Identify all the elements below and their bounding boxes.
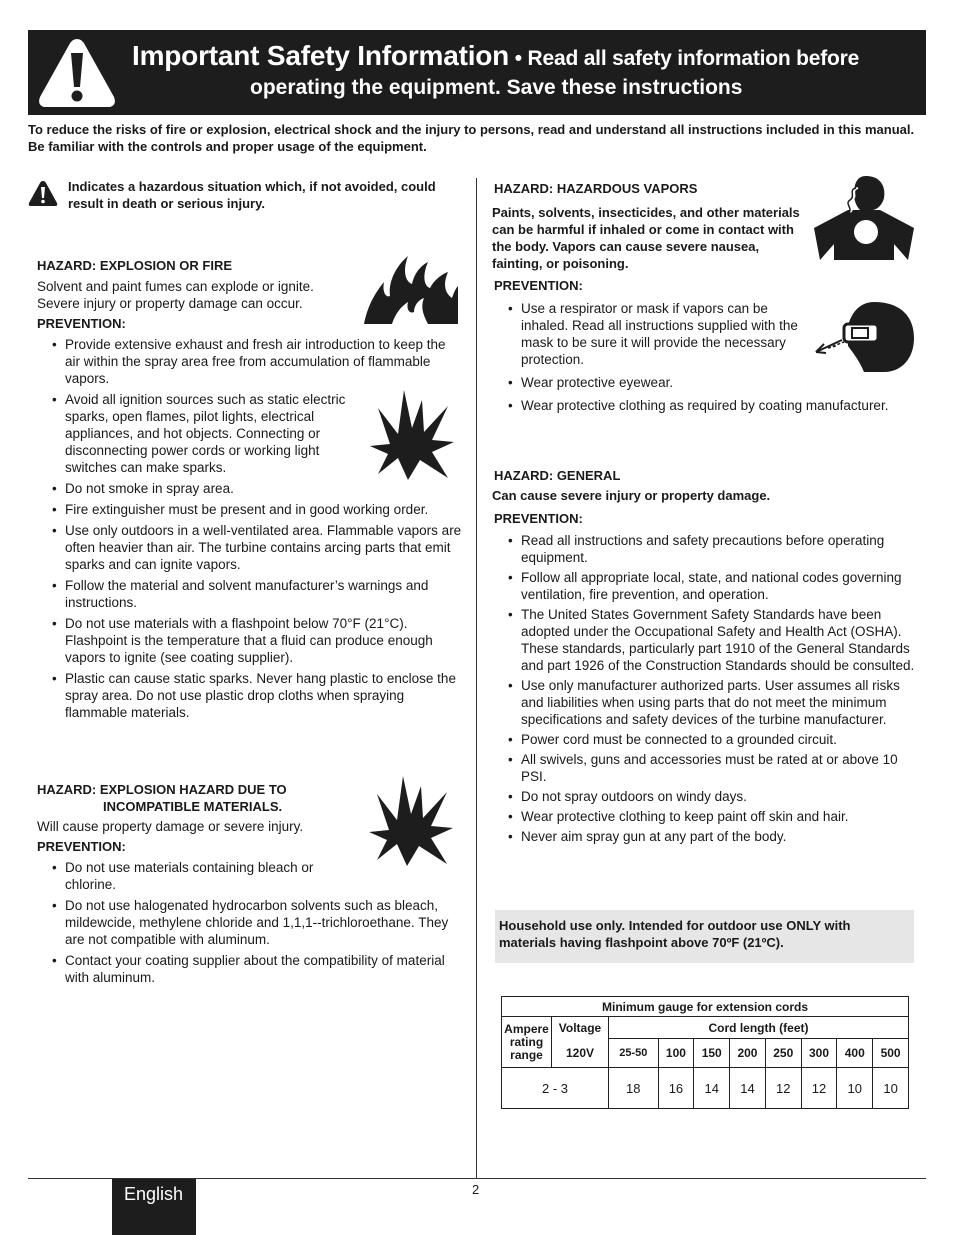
length-cell: 250 (765, 1039, 801, 1068)
list-item: • Wear protective clothing to keep paint off skin and hair. (508, 808, 918, 825)
list-item: • Do not use halogenated hydrocarbon solvents such as bleach, mildewcide, methylene chloride and 1,1,1--trichloroethane. They are not compatible with aluminum. (52, 897, 464, 948)
gauge-cell: 16 (658, 1068, 694, 1109)
list-item: • All swivels, guns and accessories must be rated at or above 10 PSI. (508, 751, 918, 785)
vapors-hazard-heading: HAZARD: HAZARDOUS VAPORS (494, 181, 698, 196)
length-cell: 150 (694, 1039, 730, 1068)
list-item: • Power cord must be connected to a grounded circuit. (508, 731, 918, 748)
banner-subtitle: operating the equipment. Save these instructions (250, 76, 743, 99)
list-item: • Never aim spray gun at any part of the body. (508, 828, 918, 845)
cord-length-header: Cord length (feet) (609, 1017, 909, 1039)
gauge-cell: 14 (730, 1068, 766, 1109)
list-item: • Follow all appropriate local, state, and national codes governing ventilation, fire prevention, and operation. (508, 569, 918, 603)
vapors-prevention-list (508, 300, 918, 414)
list-item: • Do not spray outdoors on windy days. (508, 788, 918, 805)
list-item: • Wear protective clothing as required by coating manufacturer. (508, 397, 918, 414)
voltage-value: 120V (552, 1039, 609, 1068)
length-cell: 100 (658, 1039, 694, 1068)
length-cell: 200 (730, 1039, 766, 1068)
page-number: 2 (472, 1182, 480, 1197)
warning-triangle-icon (28, 180, 58, 207)
list-item: • Use a respirator or mask if vapors can be inhaled. Read all instructions supplied with the mask to be sure it will provide the necessary protection. (508, 300, 818, 368)
fire-prevention-label: PREVENTION: (37, 316, 126, 331)
page-title: Important Safety Information • Read all safety information before (132, 40, 860, 71)
list-item: • Avoid all ignition sources such as static electric sparks, open flames, pilot lights, electrical appliances, and hot objects. Connecting or disconnecting power cords or working light switches can make sparks. (52, 391, 352, 476)
incompat-hazard-description: Will cause property damage or severe injury. (37, 819, 304, 834)
vapors-prevention-label: PREVENTION: (494, 278, 583, 293)
general-hazard-description: Can cause severe injury or property damage. (492, 488, 771, 503)
gauge-cell: 10 (873, 1068, 909, 1109)
ampere-range: 2 - 3 (502, 1068, 609, 1109)
voltage-header: Voltage (552, 1017, 609, 1039)
table-title: Minimum gauge for extension cords (502, 997, 909, 1017)
warning-legend-text: Indicates a hazardous situation which, if not avoided, could result in death or serious injury. (68, 179, 436, 211)
list-item: • The United States Government Safety Standards have been adopted under the Occupational Safety and Health Act (OSHA). These standards, particularly part 1910 of the General Standards and part 1926 of the Construction Standards should be consulted. (508, 606, 918, 674)
vapors-hazard-description: Paints, solvents, insecticides, and other materials can be harmful if inhaled or come in contact with the body. Vapors can cause severe nausea, fainting, or poisoning. (492, 205, 800, 271)
length-cell: 300 (801, 1039, 837, 1068)
gauge-cell: 12 (765, 1068, 801, 1109)
list-item: • Follow the material and solvent manufacturer’s warnings and instructions. (52, 577, 464, 611)
list-item: • Provide extensive exhaust and fresh air introduction to keep the air within the spray area free from accumulation of flammable vapors. (52, 336, 452, 387)
list-item: • Use only manufacturer authorized parts. User assumes all risks and liabilities when using parts that do not meet the minimum specifications and safety devices of the turbine manufacturer. (508, 677, 918, 728)
list-item: • Wear protective eyewear. (508, 374, 918, 391)
general-prevention-label: PREVENTION: (494, 511, 583, 526)
list-item: • Contact your coating supplier about the compatibility of material with aluminum. (52, 952, 464, 986)
incompat-prevention-label: PREVENTION: (37, 839, 126, 854)
list-item: • Read all instructions and safety precautions before operating equipment. (508, 532, 918, 566)
gauge-cell: 10 (837, 1068, 873, 1109)
general-prevention-list (508, 532, 918, 845)
language-tab: English (112, 1179, 196, 1235)
household-notice: Household use only. Intended for outdoor use ONLY with materials having flashpoint above 70ºF (21ºC). (495, 910, 914, 963)
explosion-icon (362, 774, 456, 866)
list-item: • Do not smoke in spray area. (52, 480, 464, 497)
safety-banner (28, 30, 926, 115)
explosion-icon (364, 388, 456, 480)
length-cell: 500 (873, 1039, 909, 1068)
length-cell: 25-50 (609, 1039, 659, 1068)
extension-cord-table (501, 996, 909, 1109)
fire-hazard-description: Solvent and paint fumes can explode or ignite. Severe injury or property damage can occur. (37, 279, 314, 311)
incompat-hazard-heading: HAZARD: EXPLOSION HAZARD DUE TO INCOMPATIBLE MATERIALS. (37, 782, 287, 814)
fire-hazard-heading: HAZARD: EXPLOSION OR FIRE (37, 258, 233, 273)
gauge-cell: 12 (801, 1068, 837, 1109)
fire-icon (362, 252, 458, 324)
gauge-cell: 18 (609, 1068, 659, 1109)
intro-paragraph: To reduce the risks of fire or explosion, electrical shock and the injury to persons, read and understand all instructions included in this manual. Be familiar with the controls and proper usage of the equipment. (28, 122, 915, 154)
general-hazard-heading: HAZARD: GENERAL (494, 468, 621, 483)
column-divider (476, 178, 477, 1178)
list-item: • Use only outdoors in a well-ventilated area. Flammable vapors are often heavier than air. The turbine contains arcing parts that emit sparks and can ignite vapors. (52, 522, 464, 573)
gauge-cell: 14 (694, 1068, 730, 1109)
length-cell: 400 (837, 1039, 873, 1068)
ampere-header: Ampere rating range (502, 1017, 552, 1068)
exclamation-triangle-icon (36, 35, 118, 111)
list-item: • Do not use materials containing bleach or chlorine. (52, 859, 342, 893)
list-item: • Plastic can cause static sparks. Never hang plastic to enclose the spray area. Do not use plastic drop cloths when spraying flammable materials. (52, 670, 464, 721)
list-item: • Do not use materials with a flashpoint below 70°F (21°C). Flashpoint is the temperature that a fluid can produce enough vapors to ignite (see coating supplier). (52, 615, 464, 666)
person-inhaling-vapors-icon (814, 174, 914, 260)
list-item: • Fire extinguisher must be present and in good working order. (52, 501, 464, 518)
incompat-prevention-list (52, 859, 464, 986)
